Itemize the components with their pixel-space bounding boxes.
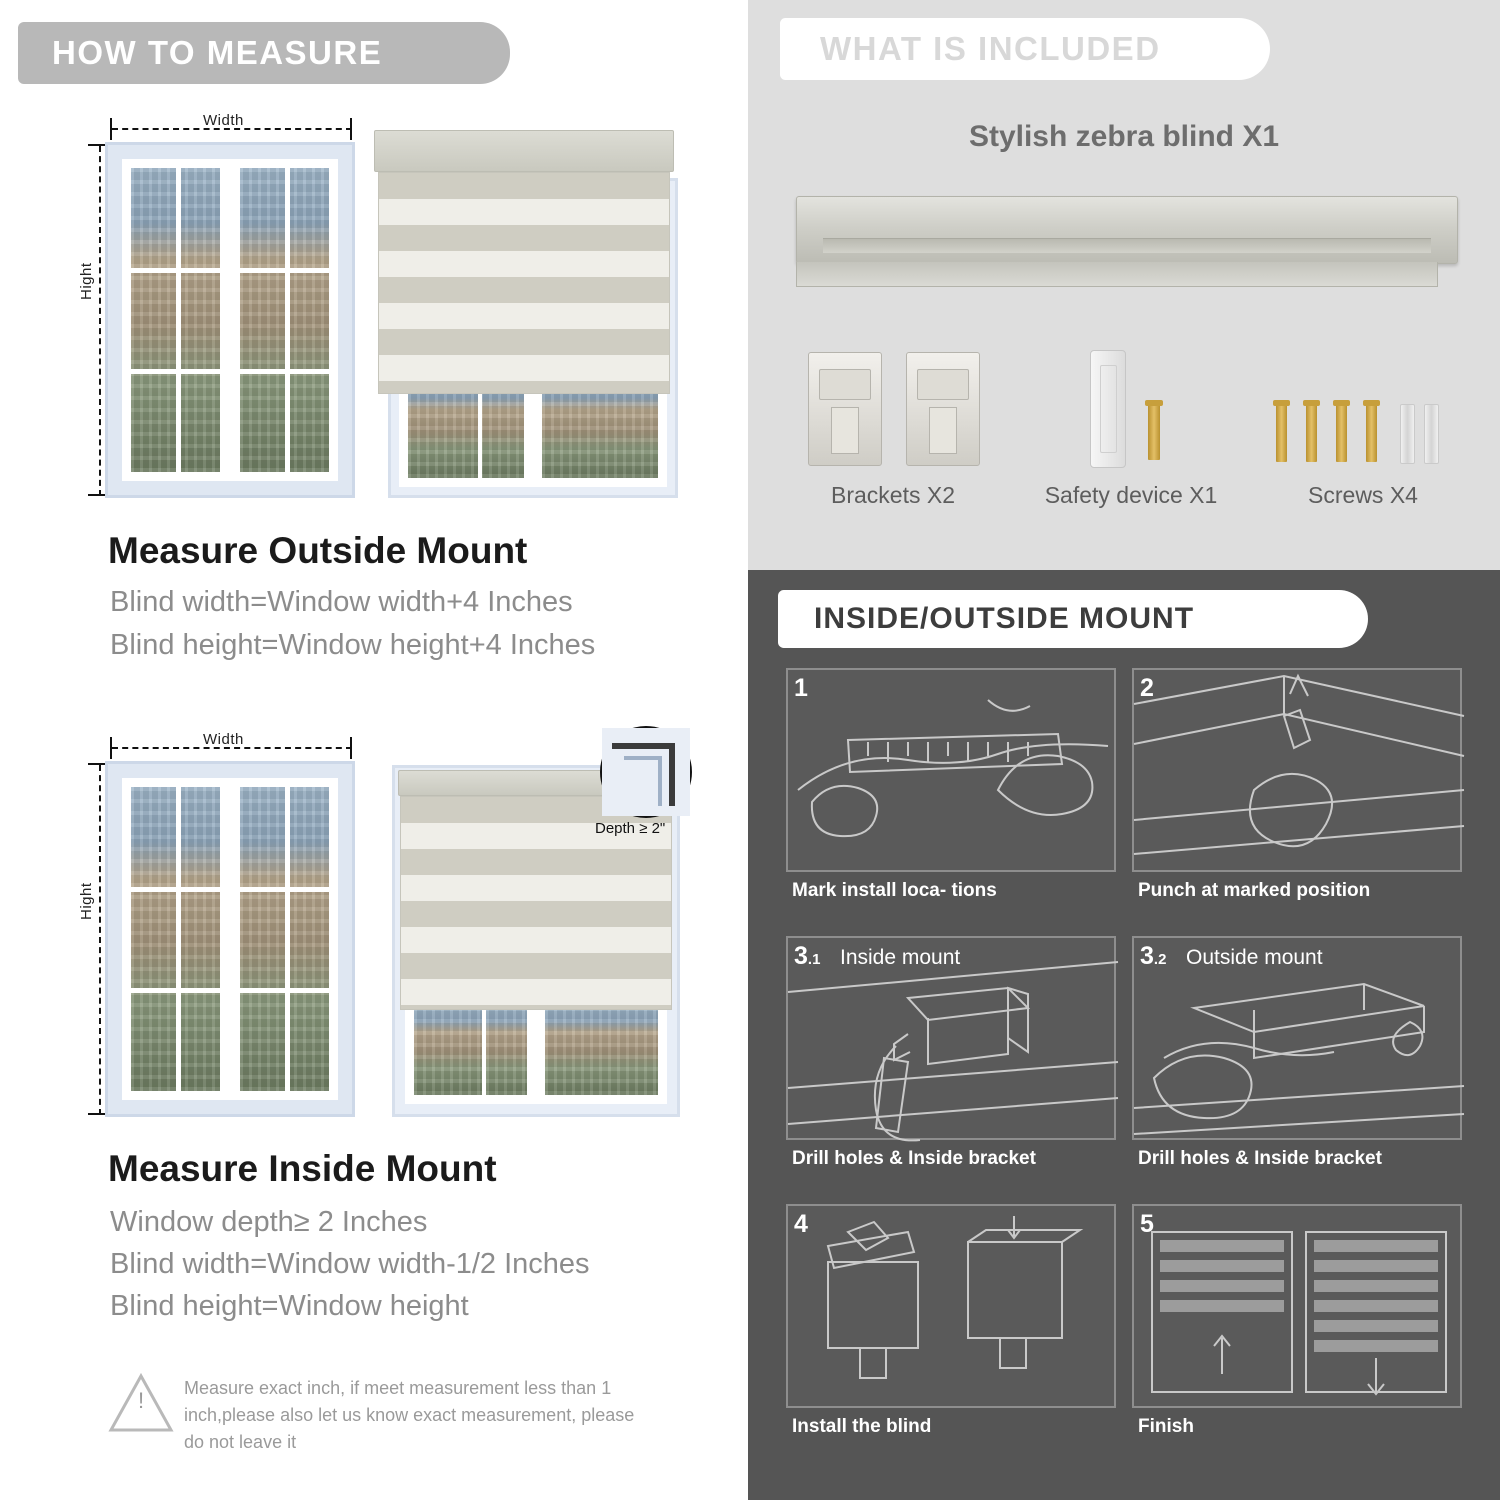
step-4-caption: Install the blind [792,1416,932,1437]
step-4-number: 4 [794,1210,808,1238]
outside-height-label: Hight [78,262,95,300]
screw-icon-1 [1276,404,1287,462]
step-1-image [786,668,1116,901]
outside-width-label: Width [203,112,244,129]
outside-width-arrow [112,128,352,130]
part-label-screws: Screws X4 [1308,482,1418,508]
blind-pane-right-inside [542,1002,661,1098]
inside-width-label: Width [203,731,244,748]
step-3-2-inline-label: Outside mount [1186,946,1323,969]
inside-height-label: Hight [78,882,95,920]
inside-outside-mount-panel [748,570,1500,1500]
outside-mount-heading: Measure Outside Mount [108,530,528,571]
step-3-1-inline-label: Inside mount [840,946,961,969]
step-3-1-number: 3.1 [794,942,821,970]
window-pane-right-inside [237,784,332,1094]
safety-device-icon [1090,350,1126,468]
inside-mount-line-1: Window depth≥ 2 Inches [110,1206,428,1238]
inside-outside-mount-badge-label: INSIDE/OUTSIDE MOUNT [814,602,1195,635]
warning-exclamation: ! [137,1388,145,1413]
warning-triangle-icon [108,1372,174,1434]
window-pane-right [237,165,332,475]
outside-height-arrow [99,146,101,496]
step-5-number: 5 [1140,1210,1154,1238]
outside-mount-line-1: Blind width=Window width+4 Inches [110,586,573,618]
what-is-included-badge-label: WHAT IS INCLUDED [820,30,1161,67]
screw-icon-3 [1336,404,1347,462]
outside-mount-line-2: Blind height=Window height+4 Inches [110,629,596,661]
bracket-icon-1 [808,352,882,466]
screw-icon-2 [1306,404,1317,462]
step-3-1-image [786,936,1116,1169]
safety-screw-icon [1148,404,1160,460]
blind-fabric-outside [378,172,670,394]
headrail-bottom-edge [796,262,1438,287]
inside-width-tick-left [110,737,112,759]
step-2-image [1132,668,1462,901]
step-1-caption: Mark install loca- tions [792,880,997,901]
inside-mount-heading: Measure Inside Mount [108,1148,497,1189]
inside-width-tick-right [350,737,352,759]
step-2-number: 2 [1140,674,1154,702]
outside-width-tick-right [350,118,352,140]
measure-note-text: Measure exact inch, if meet measurement less than 1 inch,please also let us know exact measurement, please do not leave it [184,1378,635,1452]
bracket-icon-2 [906,352,980,466]
how-to-measure-badge [18,22,510,84]
headrail-product-image [796,196,1458,264]
step-3-2-caption: Drill holes & Inside bracket [1138,1148,1382,1169]
screw-icon-4 [1366,404,1377,462]
inside-mount-line-2: Blind width=Window width-1/2 Inches [110,1248,590,1280]
step-3-2-image [1132,936,1462,1169]
depth-label: Depth ≥ 2" [595,820,666,837]
part-label-brackets: Brackets X2 [831,482,955,508]
inside-width-arrow [112,747,352,749]
kit-title: Stylish zebra blind X1 [968,120,1280,153]
blind-pane-left-inside [411,1002,530,1098]
step-3-2-number: 3.2 [1140,942,1167,970]
window-pane-left [128,165,223,475]
window-pane-left-inside [128,784,223,1094]
anchor-icon-1 [1400,404,1415,464]
step-5-image [1132,1204,1462,1437]
part-label-safety: Safety device X1 [1044,482,1218,508]
what-is-included-panel [748,0,1500,570]
blind-headrail-outside [374,130,674,172]
inside-height-arrow [99,765,101,1115]
how-to-measure-badge-label: HOW TO MEASURE [52,34,383,71]
step-4-image [786,1204,1116,1437]
step-5-caption: Finish [1138,1416,1194,1437]
inside-outside-mount-badge [778,590,1368,648]
inside-mount-line-3: Blind height=Window height [110,1290,469,1322]
how-to-measure-panel [0,0,740,1500]
window-illustration-outside [105,142,355,498]
anchor-icon-2 [1424,404,1439,464]
what-is-included-badge [780,18,1270,80]
step-2-caption: Punch at marked position [1138,880,1371,901]
window-illustration-inside [105,761,355,1117]
step-1-number: 1 [794,674,808,702]
outside-width-tick-left [110,118,112,140]
depth-callout-circle [600,726,692,818]
step-3-1-caption: Drill holes & Inside bracket [792,1148,1036,1169]
